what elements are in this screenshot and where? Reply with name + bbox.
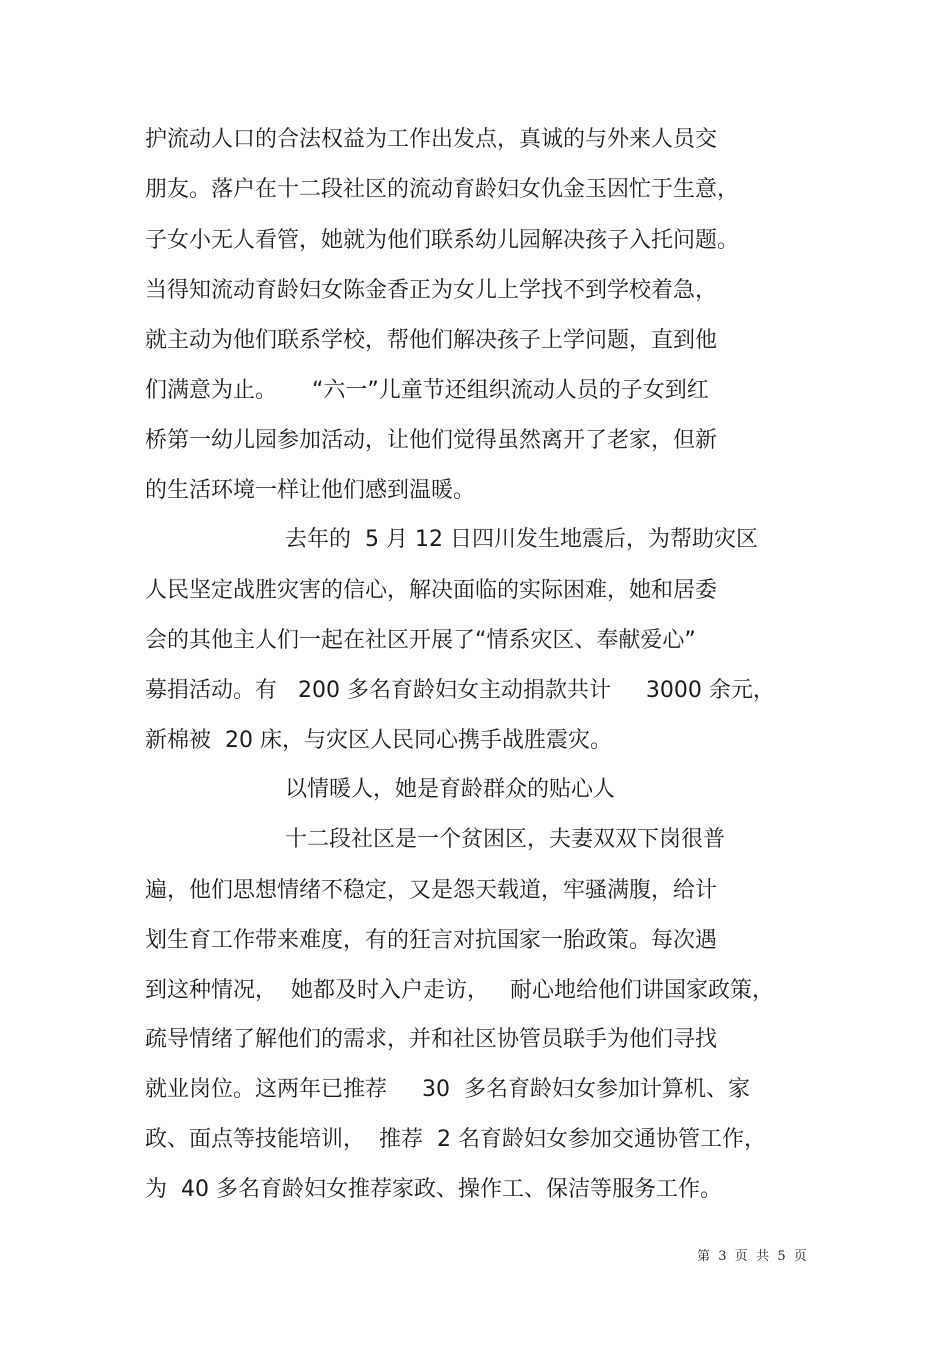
body-line: 子女小无人看管，她就为他们联系幼儿园解决孩子入托问题。	[145, 228, 740, 253]
body-line: 当得知流动育龄妇女陈金香正为女儿上学找不到学校着急，	[145, 278, 718, 303]
paragraph-start-line: 十二段社区是一个贫困区，夫妻双双下岗很普	[285, 827, 726, 852]
body-line: 就业岗位。这两年已推荐 30 多名育龄妇女参加计算机、家	[145, 1077, 750, 1102]
body-line: 政、面点等技能培训， 推荐 2 名育龄妇女参加交通协管工作，	[145, 1127, 766, 1152]
body-line: 就主动为他们联系学校，帮他们解决孩子上学问题，直到他	[145, 328, 718, 353]
section-heading: 以情暖人，她是育龄群众的贴心人	[285, 777, 616, 802]
body-line: 们满意为止。 “六一”儿童节还组织流动人员的子女到红	[145, 378, 709, 403]
body-line: 遍，他们思想情绪不稳定，又是怨天载道，牢骚满腹，给计	[145, 878, 718, 903]
body-line: 划生育工作带来难度，有的狂言对抗国家一胎政策。每次遇	[145, 928, 718, 953]
body-line: 为 40 多名育龄妇女推荐家政、操作工、保洁等服务工作。	[145, 1177, 722, 1202]
body-line: 到这种情况， 她都及时入户走访， 耐心地给他们讲国家政策，	[145, 978, 774, 1003]
body-line: 会的其他主人们一起在社区开展了“情系灾区、奉献爱心”	[145, 628, 696, 653]
paragraph-start-line: 去年的 5 月 12 日四川发生地震后，为帮助灾区	[285, 527, 758, 552]
body-line: 募捐活动。有 200 多名育龄妇女主动捐款共计 3000 余元，	[145, 678, 775, 703]
body-line: 护流动人口的合法权益为工作出发点，真诚的与外来人员交	[145, 127, 718, 152]
body-line: 人民坚定战胜灾害的信心，解决面临的实际困难，她和居委	[145, 578, 718, 603]
body-line: 的生活环境一样让他们感到温暖。	[145, 478, 476, 503]
body-line: 疏导情绪了解他们的需求，并和社区协管员联手为他们寻找	[145, 1027, 718, 1052]
body-line: 桥第一幼儿园参加活动，让他们觉得虽然离开了老家，但新	[145, 428, 718, 453]
page-number-footer: 第 3 页 共 5 页	[697, 1249, 807, 1264]
body-line: 朋友。落户在十二段社区的流动育龄妇女仇金玉因忙于生意，	[145, 177, 740, 202]
body-line: 新棉被 20 床，与灾区人民同心携手战胜震灾。	[145, 728, 612, 753]
